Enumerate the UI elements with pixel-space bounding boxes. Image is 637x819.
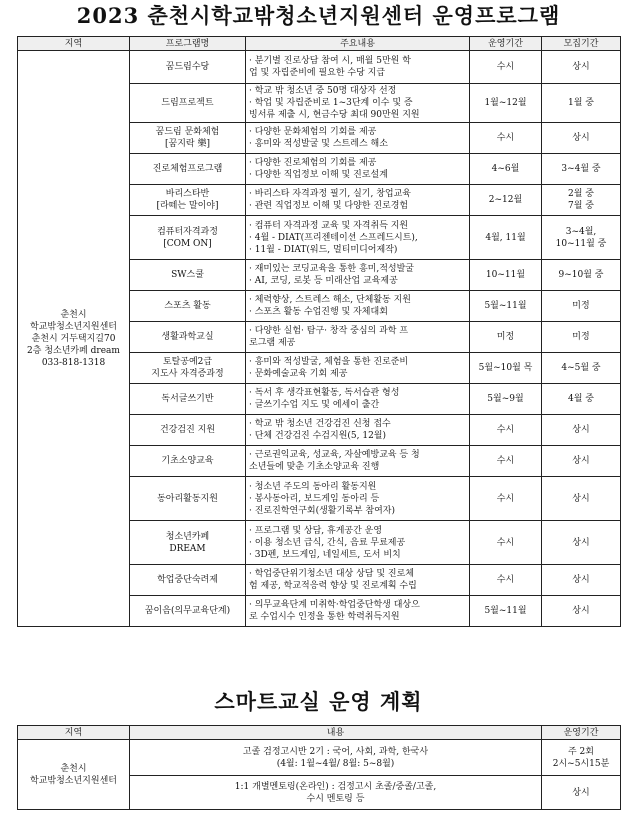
text-line: · 흥미와 적성발굴, 체험을 통한 진로준비 (249, 357, 409, 367)
program-recruit-cell (542, 384, 621, 415)
text-line: 춘천시 (60, 763, 87, 774)
text-line: [COM ON] (163, 238, 212, 249)
program-period-cell: 2~12월 (470, 185, 542, 216)
text-line: 로그램 제공 (249, 338, 296, 348)
program-recruit-cell (542, 446, 621, 477)
program-recruit-cell (542, 154, 621, 185)
text-line: 지도사 자격증과정 (151, 369, 224, 379)
program-period-cell: 5월~10월 목 (470, 353, 542, 384)
text-line: · 이용 청소년 급식, 간식, 음료 무료제공 (249, 537, 406, 548)
text-line: SW스쿨 (171, 270, 204, 280)
program-name-cell (130, 565, 246, 596)
program-name-cell (130, 51, 246, 84)
text-line: 학교밖청소년지원센터 (30, 321, 117, 332)
program-recruit-cell (542, 123, 621, 154)
program-recruit-cell (542, 51, 621, 84)
text-line: 업 및 자립준비에 필요한 수당 지급 (249, 68, 386, 78)
text-line: 청소년카페 (165, 531, 210, 542)
text-line: · 바리스타 자격과정 필기, 실기, 창업교육 (249, 189, 411, 199)
text-line: 상시 (572, 133, 590, 143)
program-period-cell: 1월~12월 (470, 84, 542, 123)
program-period-cell: 수시 (470, 521, 542, 565)
program-recruit-cell (542, 415, 621, 446)
text-line: · 학업 및 자립준비로 1~3단계 이수 및 증 (249, 98, 413, 108)
program-name-cell (130, 477, 246, 521)
smart-class-table (17, 725, 621, 810)
program-period-cell: 수시 (470, 565, 542, 596)
text-line: 고졸 검정고시반 2기 : 국어, 사회, 과학, 한국사 (242, 746, 429, 757)
text-line: 수시 멘토링 등 (306, 793, 365, 804)
program-recruit-cell (542, 322, 621, 353)
header-region: 지역 (18, 37, 130, 51)
program-content-cell (246, 84, 470, 123)
program-period-cell: 5월~9월 (470, 384, 542, 415)
text-line: 1:1 개별멘토링(온라인) : 검정고시 초졸/중졸/고졸, (234, 781, 437, 792)
text-line: · 청소년 주도의 동아리 활동지원 (249, 481, 377, 492)
text-line: 상시 (572, 575, 590, 585)
program-name-cell (130, 415, 246, 446)
smart-content-cell (130, 740, 542, 776)
text-line: 2시~5시15분 (552, 758, 610, 769)
text-line: 주 2회 (568, 746, 594, 757)
program-recruit-cell (542, 353, 621, 384)
program-period-cell: 5월~11월 (470, 596, 542, 627)
text-line: · 문화예술교육 기회 제공 (249, 369, 348, 379)
table-header-row (18, 37, 621, 51)
smart-header-region: 지역 (18, 726, 130, 740)
text-line: 컴퓨터자격과정 (157, 226, 218, 237)
text-line: [라떼는 말이야] (156, 201, 219, 211)
text-line: 3~4월 중 (561, 164, 601, 174)
program-name-cell (130, 322, 246, 353)
program-name-cell (130, 384, 246, 415)
program-period-cell: 수시 (470, 123, 542, 154)
text-line: · 봉사동아리, 보드게임 동아리 등 (249, 493, 380, 504)
text-line: · 관련 직업정보 이해 및 다양한 진로경험 (249, 201, 409, 211)
text-line: 토탈공예2급 (162, 357, 213, 367)
program-name-cell (130, 123, 246, 154)
program-content-cell (246, 216, 470, 260)
program-period-cell: 미정 (470, 322, 542, 353)
program-period-cell: 수시 (470, 446, 542, 477)
text-line: · 체력향상, 스트레스 해소, 단체활동 지원 (249, 295, 411, 305)
text-line: 7월 중 (568, 201, 594, 211)
program-name-cell (130, 446, 246, 477)
text-line: 10~11월 중 (555, 238, 607, 249)
program-period-cell: 4~6월 (470, 154, 542, 185)
program-name-cell (130, 291, 246, 322)
text-line: · 재미있는 코딩교육을 통한 흥미,적성발굴 (249, 264, 414, 274)
text-line: 험 제공, 학교적응력 향상 및 진로계획 수립 (249, 581, 417, 591)
program-content-cell (246, 384, 470, 415)
program-content-cell (246, 185, 470, 216)
text-line: 건강검진 지원 (159, 425, 216, 435)
text-line: 9~10월 중 (558, 270, 604, 280)
text-line: 동아리활동지원 (157, 493, 218, 504)
text-line: 2월 중 (568, 189, 594, 199)
text-line: 2층 청소년카페 dream (27, 345, 120, 356)
program-name-cell (130, 260, 246, 291)
text-line: 꿈드림 문화체험 (155, 127, 220, 137)
text-line: · 4월 - DIAT(프리젠테이션 스프레드시트), (249, 232, 418, 243)
text-line: 미정 (572, 301, 590, 311)
text-line: · 근로권익교육, 성교육, 자살예방교육 등 청 (249, 450, 420, 460)
text-line: · 글쓰기수업 지도 및 에세이 출간 (249, 400, 380, 410)
program-recruit-cell (542, 477, 621, 521)
text-line: · 다양한 진로체험의 기회를 제공 (249, 158, 377, 168)
text-line: 로 수업시수 인정을 통한 학력취득지원 (249, 612, 400, 622)
text-line: 학업중단숙려제 (157, 575, 218, 585)
text-line: 꿈드림수당 (165, 62, 210, 72)
program-table-body (18, 51, 621, 627)
program-recruit-cell (542, 596, 621, 627)
text-line: · 학교 밖 청소년 건강검진 신청 접수 (249, 419, 391, 429)
program-content-cell (246, 596, 470, 627)
program-content-cell (246, 154, 470, 185)
text-line: 학교밖청소년지원센터 (30, 775, 117, 786)
text-line: · 진로진학연구회(생활기록부 참여자) (249, 505, 396, 516)
program-name-cell (130, 185, 246, 216)
program-period-cell: 4월, 11월 (470, 216, 542, 260)
text-line: · 흥미와 적성발굴 및 스트레스 해소 (249, 139, 388, 149)
program-name-cell (130, 596, 246, 627)
program-name-cell (130, 521, 246, 565)
text-line: 바리스타반 (165, 189, 210, 199)
text-line: 4~5월 중 (561, 363, 601, 373)
text-line: · 다양한 실험· 탐구· 창작 중심의 과학 프 (249, 326, 409, 336)
text-line: 1월 중 (568, 98, 594, 108)
program-recruit-cell (542, 260, 621, 291)
text-line: · 11월 - DIAT(워드, 멀티미디어제작) (249, 244, 398, 255)
text-line: · 컴퓨터 자격과정 교육 및 자격취득 지원 (249, 220, 409, 231)
text-line: · 스포츠 활동 수업진행 및 자체대회 (249, 307, 388, 317)
program-content-cell (246, 51, 470, 84)
text-line: 4월 중 (568, 394, 594, 404)
program-content-cell (246, 477, 470, 521)
smart-content-cell (130, 776, 542, 810)
smart-region-cell (18, 740, 130, 810)
text-line: · AI, 코딩, 로봇 등 미래산업 교육제공 (249, 276, 398, 286)
program-content-cell (246, 446, 470, 477)
program-name-cell (130, 216, 246, 260)
page-title: 2023 춘천시학교밖청소년지원센터 운영프로그램 (76, 3, 561, 28)
program-name-cell (130, 353, 246, 384)
header-recruit: 모집기간 (542, 37, 621, 51)
program-table (17, 36, 621, 627)
program-period-cell: 5월~11월 (470, 291, 542, 322)
program-period-cell: 수시 (470, 415, 542, 446)
program-content-cell (246, 123, 470, 154)
text-line: · 독서 후 생각표현활동, 독서습관 형성 (249, 388, 400, 398)
table-row (18, 51, 621, 84)
smart-period-cell (542, 740, 621, 776)
text-line: 드림프로젝트 (161, 98, 214, 108)
text-line: · 분기별 진로상담 참여 시, 매월 5만원 학 (249, 56, 411, 66)
program-period-cell: 수시 (470, 51, 542, 84)
program-recruit-cell (542, 565, 621, 596)
program-recruit-cell (542, 216, 621, 260)
text-line: 미정 (572, 332, 590, 342)
text-line: 춘천시 (60, 309, 87, 320)
text-line: · 학교 밖 청소년 중 50명 대상자 선정 (249, 86, 397, 96)
text-line: 꿈이음(의무교육단계) (144, 606, 231, 616)
text-line: 상시 (572, 787, 590, 798)
text-line: 생활과학교실 (161, 332, 214, 342)
header-content: 주요내용 (246, 37, 470, 51)
header-period: 운영기간 (470, 37, 542, 51)
program-recruit-cell (542, 291, 621, 322)
smart-header-content: 내용 (130, 726, 542, 740)
text-line: DREAM (169, 543, 206, 554)
text-line: 상시 (572, 62, 590, 72)
text-line: 상시 (572, 425, 590, 435)
smart-table-body (18, 740, 621, 810)
text-line: · 학업중단위기청소년 대상 상담 및 진로체 (249, 569, 414, 579)
text-line: 상시 (572, 606, 590, 616)
program-period-cell: 수시 (470, 477, 542, 521)
program-content-cell (246, 521, 470, 565)
smart-class-title: 스마트교실 운영 계획 (214, 689, 423, 714)
program-content-cell (246, 353, 470, 384)
program-period-cell: 10~11월 (470, 260, 542, 291)
text-line: 스포츠 활동 (164, 301, 211, 311)
text-line: 상시 (572, 537, 590, 548)
text-line: 3~4월, (565, 226, 597, 237)
text-line: 춘천시 거두택지길70 (31, 333, 116, 344)
text-line: · 의무교육단계 미취학·학업중단학생 대상으 (249, 600, 420, 610)
text-line: 기초소양교육 (161, 456, 214, 466)
text-line: · 다양한 문화체험의 기회를 제공 (249, 127, 377, 137)
program-name-cell (130, 84, 246, 123)
program-content-cell (246, 322, 470, 353)
program-recruit-cell (542, 84, 621, 123)
region-cell (18, 51, 130, 627)
text-line: 빙서류 제출 시, 현금수당 최대 90만원 지원 (249, 110, 420, 120)
text-line: 상시 (572, 493, 590, 504)
text-line: 소년들에 맞춘 기초소양교육 진행 (249, 462, 380, 472)
program-content-cell (246, 291, 470, 322)
text-line: · 단체 건강검진 수검지원(5, 12월) (249, 431, 387, 441)
header-program-name: 프로그램명 (130, 37, 246, 51)
program-recruit-cell (542, 185, 621, 216)
program-content-cell (246, 415, 470, 446)
program-recruit-cell (542, 521, 621, 565)
program-content-cell (246, 565, 470, 596)
text-line: [꿈지락 樂] (165, 139, 210, 149)
text-line: 상시 (572, 456, 590, 466)
text-line: · 3D펜, 보드게임, 네일세트, 도서 비치 (249, 549, 401, 560)
smart-period-cell (542, 776, 621, 810)
text-line: · 프로그램 및 상담, 휴게공간 운영 (249, 525, 383, 536)
smart-header-row (18, 726, 621, 740)
text-line: 033-818-1318 (41, 357, 106, 368)
text-line: 진로체험프로그램 (152, 164, 223, 174)
text-line: · 다양한 직업정보 이해 및 진로설계 (249, 170, 388, 180)
text-line: (4월: 1월~4월/ 8월: 5~8월) (276, 758, 395, 769)
program-name-cell (130, 154, 246, 185)
text-line: 독서글쓰기반 (161, 394, 214, 404)
program-content-cell (246, 260, 470, 291)
smart-table-row (18, 740, 621, 776)
smart-header-period: 운영기간 (542, 726, 621, 740)
